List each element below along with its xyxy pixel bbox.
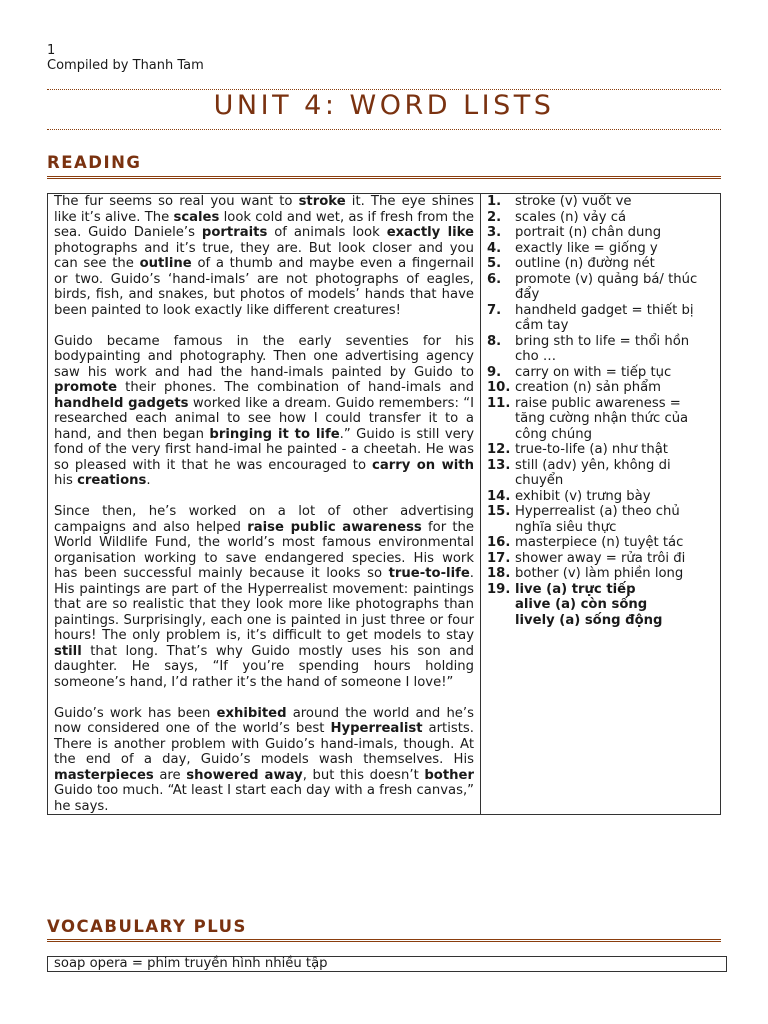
vocab-number: 16. — [487, 535, 511, 550]
vocab-number: 7. — [487, 302, 502, 318]
vocab-item — [487, 597, 714, 613]
vocab-text: alive (a) còn sống — [515, 597, 648, 612]
vocab-text: outline (n) đường nét — [515, 256, 655, 271]
text-run: Since then, he’s worked on a lot of other advertising campaigns and also helped — [54, 504, 474, 535]
key-term: stroke — [298, 194, 346, 209]
key-term: promote — [54, 380, 118, 395]
compiled-by: Compiled by Thanh Tam — [47, 58, 204, 73]
reading-table — [47, 193, 721, 815]
text-run: .” Guido is still very fond of the very first hand-imal he painted - a cheetah. He was so pleased with it that he was encouraged to — [54, 426, 475, 473]
vocab-item — [487, 504, 714, 535]
vocab-item — [487, 303, 714, 334]
key-term: outline — [139, 256, 192, 271]
vocab-text: scales (n) vảy cá — [515, 209, 627, 225]
vocab-number: 18. — [487, 566, 511, 581]
vocab-number: 1. — [487, 194, 502, 209]
vocab-text: bring sth to life = thổi hồn cho … — [515, 333, 690, 364]
vocab-text: creation (n) sản phẩm — [515, 380, 662, 395]
page-number: 1 — [47, 43, 56, 58]
vocab-text: still (adv) yên, không di chuyển — [515, 457, 671, 488]
text-run: Guido too much. “At least I start each day with a fresh canvas,” he says. — [54, 783, 474, 814]
reading-paragraph — [54, 194, 474, 318]
vocab-item — [487, 380, 714, 396]
vocab-number: 11. — [487, 395, 511, 411]
reading-heading-rule — [47, 176, 721, 179]
key-term: scales — [173, 209, 220, 225]
vocab-item — [487, 334, 714, 365]
key-term: showered away — [186, 767, 303, 783]
vocab-items — [487, 194, 714, 628]
vocab-text: masterpiece (n) tuyệt tác — [515, 535, 684, 550]
text-run: it. The eye shines like it’s alive. The — [54, 194, 474, 225]
text-run: are — [153, 767, 187, 783]
vocab-text: bother (v) làm phiền long — [515, 566, 684, 581]
text-run: worked like a dream. Guido remembers: “I researched each animal to see how I could transfer it to a hand, and then began — [54, 395, 474, 442]
key-term: true-to-life — [388, 566, 470, 581]
vocab-number: 13. — [487, 457, 511, 473]
vocab-text: promote (v) quảng bá/ thúc đẩy — [515, 271, 698, 302]
reading-paragraph — [54, 334, 474, 489]
text-run: that long. That’s why Guido mostly uses his son and daughter. He says, “If you’re spending hours holding someone’s hand, I’d rather it’s the hand of someone I love!” — [54, 643, 474, 690]
key-term: raise public awareness — [247, 519, 422, 535]
vocab-text: stroke (v) vuốt ve — [515, 194, 632, 209]
vocab-item — [487, 256, 714, 272]
vocab-number: 17. — [487, 550, 511, 566]
vocab-number: 10. — [487, 380, 511, 395]
reading-heading: READING — [47, 153, 142, 172]
text-run: around the world and he’s now considered one of the world’s best — [54, 705, 474, 736]
vocab-item — [487, 365, 714, 381]
vocab-text: carry on with = tiếp tục — [515, 364, 672, 380]
text-run: The fur seems so real you want to — [54, 194, 299, 209]
key-term: still — [54, 643, 82, 659]
vocab-item — [487, 225, 714, 241]
vocab-plus-heading: VOCABULARY PLUS — [47, 917, 247, 936]
text-run: their phones. The combination of hand-imals and — [117, 380, 474, 395]
reading-paragraph — [54, 706, 474, 815]
vocab-number: 19. — [487, 581, 511, 597]
key-term: creations — [77, 473, 147, 488]
vocab-text: Hyperrealist (a) theo chủ nghĩa siêu thực — [515, 504, 680, 535]
vocab-item — [487, 396, 714, 443]
vocab-item — [487, 489, 714, 505]
vocab-plus-rule — [47, 939, 721, 942]
vocab-item — [487, 442, 714, 458]
vocab-number: 8. — [487, 333, 502, 349]
vocab-number: 9. — [487, 364, 502, 380]
text-run: of animals look — [267, 225, 387, 240]
text-run: Guido became famous in the early seventies for his bodypainting and photography. Then one advertising agency saw his work and had the hand-imals painted by Guido to — [54, 333, 474, 380]
vocab-text: live (a) trực tiếp — [515, 581, 636, 597]
text-run: his — [54, 473, 78, 488]
vocab-item — [487, 535, 714, 551]
text-run: , but this doesn’t — [302, 767, 425, 783]
reading-paragraph — [54, 504, 474, 690]
vocab-number: 5. — [487, 256, 502, 271]
unit-title: UNIT 4: WORD LISTS — [213, 90, 555, 121]
vocab-number: 12. — [487, 442, 511, 457]
vocab-item — [487, 566, 714, 582]
vocab-text: shower away = rửa trôi đi — [515, 550, 686, 566]
text-run: . — [146, 473, 151, 488]
vocab-text: exhibit (v) trưng bày — [515, 488, 651, 504]
vocab-item — [487, 241, 714, 257]
vocabulary-list — [481, 194, 721, 815]
key-term: Hyperrealist — [330, 721, 423, 736]
vocab-number: 3. — [487, 225, 502, 240]
text-run: photographs and it’s true, they are. But look closer and you can see the — [54, 240, 474, 271]
vocab-item — [487, 272, 714, 303]
vocab-text: raise public awareness = tăng cường nhận thức của công chúng — [515, 395, 689, 442]
key-term: exhibited — [216, 705, 287, 721]
vocab-text: lively (a) sống động — [515, 612, 663, 628]
text-run: Guido’s work has been — [54, 705, 217, 721]
text-run: . His paintings are part of the Hyperrealist movement: paintings that are so realistic that they look more like photographs than paintings. Surprisingly, each one is painted in just three or four hours! The only problem is, it’s difficult to get models to stay — [54, 566, 474, 643]
key-term: masterpieces — [54, 767, 154, 783]
text-run: artists. There is another problem with Guido’s hand-imals, though. At the end of a day, Guido’s models wash themselves. His — [54, 721, 474, 767]
vocab-number: 2. — [487, 209, 502, 225]
reading-passage — [48, 194, 481, 815]
key-term: portraits — [201, 225, 268, 240]
key-term: bringing it to life — [209, 426, 340, 442]
vocab-text: exactly like = giống y — [515, 240, 658, 256]
vocab-number: 14. — [487, 488, 511, 504]
key-term: handheld gadgets — [54, 395, 189, 411]
key-term: carry on with — [372, 457, 474, 473]
vocab-text: true-to-life (a) như thật — [515, 442, 668, 457]
vocab-item — [487, 613, 714, 629]
vocab-item — [487, 458, 714, 489]
vocab-number — [487, 597, 515, 613]
text-run: of a thumb and maybe even a fingernail or two. Guido’s ‘hand-imals’ are not photographs of eagles, birds, fish, and snakes, but photos of models’ hands that have been painted to look exactly like different creatures! — [54, 256, 474, 318]
text-run: look cold and wet, as if fresh from the sea. Guido Daniele’s — [54, 209, 474, 240]
vocab-number: 6. — [487, 271, 502, 287]
vocab-plus-entry: soap opera = phim truyền hình nhiều tập — [47, 956, 727, 972]
vocab-item — [487, 194, 714, 210]
dotted-divider-bottom — [47, 129, 721, 130]
vocab-number: 4. — [487, 240, 502, 256]
vocab-item — [487, 210, 714, 226]
text-run: for the World Wildlife Fund, the world’s most famous environmental organisation working to save endangered species. His work has been successful mainly because it looks so — [54, 519, 474, 581]
vocab-item — [487, 551, 714, 567]
key-term: bother — [424, 767, 474, 783]
vocab-number — [487, 613, 515, 629]
vocab-text: portrait (n) chân dung — [515, 225, 662, 240]
vocab-text: handheld gadget = thiết bị cầm tay — [515, 302, 694, 333]
vocab-number: 15. — [487, 504, 511, 519]
vocab-item — [487, 582, 714, 598]
key-term: exactly like — [386, 225, 474, 240]
